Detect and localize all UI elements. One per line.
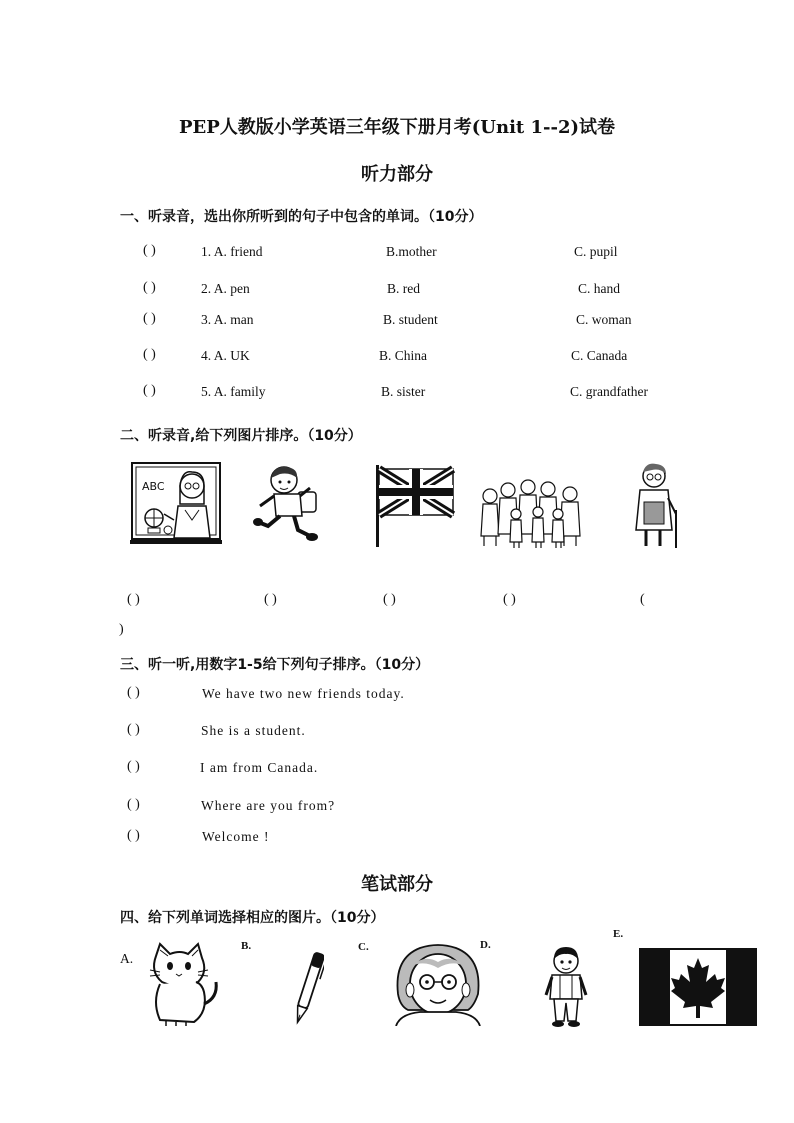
image-blank-4[interactable]: ( )	[503, 592, 516, 607]
boy-image	[542, 945, 590, 1029]
label-d: D.	[480, 939, 491, 951]
option-b: B. student	[383, 312, 438, 327]
section1-heading: 一、听录音，选出你所听到的句子中包含的单词。（10分）	[120, 209, 483, 225]
grandmother-face-image	[390, 940, 486, 1026]
grandmother-cane-image	[630, 462, 684, 550]
sentence-blank-4[interactable]: ( )	[127, 797, 140, 812]
section4-heading: 四、给下列单词选择相应的图片。（10分）	[120, 910, 385, 926]
sentence-blank-5[interactable]: ( )	[127, 828, 140, 843]
option-a: 2. A. pen	[201, 281, 250, 296]
image-blank-3[interactable]: ( )	[383, 592, 396, 607]
option-c: C. grandfather	[570, 384, 648, 399]
sentence-5: Welcome !	[202, 829, 270, 844]
uk-flag-image	[374, 463, 456, 549]
answer-blank[interactable]: ( )	[143, 311, 156, 326]
writing-title: 笔试部分	[361, 874, 433, 895]
image-blank-2[interactable]: ( )	[264, 592, 277, 607]
canada-flag-image	[639, 948, 757, 1026]
image-blank-1[interactable]: ( )	[127, 592, 140, 607]
sentence-blank-3[interactable]: ( )	[127, 759, 140, 774]
option-b: B. sister	[381, 384, 426, 399]
answer-blank[interactable]: ( )	[143, 243, 156, 258]
answer-blank[interactable]: ( )	[143, 280, 156, 295]
image-blank-5[interactable]: (	[640, 592, 645, 607]
sentence-3: I am from Canada.	[200, 760, 319, 775]
option-b: B. China	[379, 348, 428, 363]
section2-heading: 二、听录音,给下列图片排序。（10分）	[120, 428, 362, 444]
svg-text:ABC: ABC	[142, 480, 165, 493]
teacher-blackboard-image	[130, 460, 222, 546]
answer-blank[interactable]: ( )	[143, 383, 156, 398]
label-a: A.	[120, 951, 134, 966]
running-pupil-image	[252, 462, 324, 544]
sentence-blank-1[interactable]: ( )	[127, 685, 140, 700]
page-title: PEP人教版小学英语三年级下册月考(Unit 1--2)试卷	[178, 117, 615, 138]
label-e: E.	[613, 928, 624, 940]
option-c: C. woman	[576, 312, 632, 327]
option-a: 3. A. man	[201, 312, 254, 327]
option-a: 5. A. family	[201, 384, 266, 399]
option-b: B.mother	[386, 244, 437, 259]
sentence-2: She is a student.	[201, 723, 306, 738]
option-c: C. hand	[578, 281, 620, 296]
pen-image	[292, 950, 324, 1030]
label-b: B.	[241, 940, 252, 952]
cat-image	[146, 942, 222, 1028]
option-a: 4. A. UK	[201, 348, 250, 363]
section3-heading: 三、听一听,用数字1-5给下列句子排序。（10分）	[120, 657, 430, 673]
image-blank-5-wrap: )	[119, 622, 124, 637]
listening-title: 听力部分	[361, 164, 433, 185]
family-group-image	[480, 478, 582, 548]
answer-blank[interactable]: ( )	[143, 347, 156, 362]
option-a: 1. A. friend	[201, 244, 263, 259]
sentence-1: We have two new friends today.	[202, 686, 405, 701]
option-b: B. red	[387, 281, 420, 296]
option-c: C. pupil	[574, 244, 618, 259]
sentence-4: Where are you from?	[201, 798, 336, 813]
label-c: C.	[358, 941, 369, 953]
sentence-blank-2[interactable]: ( )	[127, 722, 140, 737]
option-c: C. Canada	[571, 348, 628, 363]
